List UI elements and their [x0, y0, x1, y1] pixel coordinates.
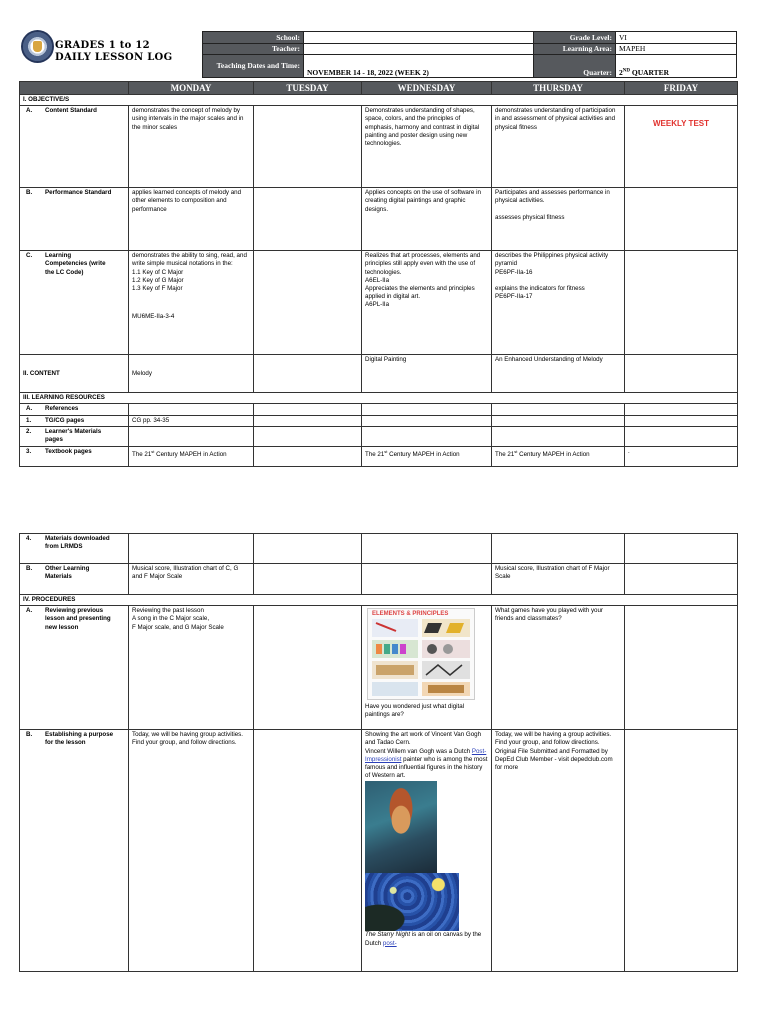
- post-impressionist-link-2[interactable]: post-: [382, 939, 397, 947]
- other-materials-thursday: Musical score, Illustration chart of F Major Scale: [492, 564, 625, 595]
- school-value: [304, 32, 534, 44]
- tg-cg-pages-friday: [625, 415, 738, 426]
- section-learning-resources: III. LEARNING RESOURCES: [20, 393, 738, 404]
- lesson-log-table-2: [19, 533, 738, 972]
- grade-level-label: Grade Level:: [534, 32, 616, 44]
- performance-standard-thursday: Participates and assesses performance in physical activities. assesses physical fitness: [492, 188, 625, 251]
- day-header-friday: FRIDAY: [625, 82, 738, 95]
- learners-materials-friday: [625, 426, 738, 446]
- post-impressionist-link[interactable]: Post-Impressionist: [365, 747, 487, 763]
- learners-materials-thursday: [492, 426, 625, 446]
- content-standard-thursday: demonstrates understanding of participation in and assessment of physical activities and physical fitness: [492, 106, 625, 188]
- references-thursday: [492, 404, 625, 415]
- deped-seal-icon: [21, 30, 54, 63]
- van-gogh-self-portrait-image: [365, 781, 437, 873]
- row-label-tg-cg-pages: 1. TG/CG pages: [20, 415, 129, 426]
- content-standard-tuesday: [254, 106, 362, 188]
- row-label-establishing-purpose: B. Establishing a purpose for the lesson: [20, 730, 129, 972]
- grade-level-value: VI: [616, 32, 737, 44]
- corner-cell: [20, 82, 129, 95]
- row-label-references: A. References: [20, 404, 129, 415]
- textbook-pages-tuesday: [254, 446, 362, 466]
- learners-materials-wednesday: [362, 426, 492, 446]
- day-header-monday: MONDAY: [129, 82, 254, 95]
- other-materials-wednesday: [362, 564, 492, 595]
- learning-competencies-wednesday: Realizes that art processes, elements and principles still apply even with the use of technologies. A6EL-IIa Appreciates the elements and principles applied in digital art. A6PL-IIa: [362, 251, 492, 355]
- purpose-tuesday: [254, 730, 362, 972]
- log-title-line1: GRADES 1 to 12: [55, 40, 150, 51]
- purpose-friday: [625, 730, 738, 972]
- learning-competencies-friday: [625, 251, 738, 355]
- row-label-other-materials: B. Other Learning Materials: [20, 564, 129, 595]
- reviewing-thursday: What games have you played with your friends and classmates?: [492, 606, 625, 730]
- row-label-learning-competencies: C. Learning Competencies (write the LC Code): [20, 251, 129, 355]
- header-info-left: [202, 31, 534, 78]
- purpose-thursday: Today, we will be having a group activities. Find your group, and follow directions. Original File Submitted and Formatted by DepEd Club Member - visit depedclub.com for more: [492, 730, 625, 972]
- textbook-pages-monday: The 21st Century MAPEH in Action: [129, 446, 254, 466]
- day-header-thursday: THURSDAY: [492, 82, 625, 95]
- section-procedures: IV. PROCEDURES: [20, 595, 738, 606]
- learning-area-value: MAPEH: [616, 43, 737, 55]
- lesson-log-table-1: [19, 81, 738, 467]
- learning-competencies-tuesday: [254, 251, 362, 355]
- quarter-value: 2ND QUARTER: [616, 55, 737, 78]
- performance-standard-wednesday: Applies concepts on the use of software in creating digital paintings and graphic designs.: [362, 188, 492, 251]
- learning-area-label: Learning Area:: [534, 43, 616, 55]
- reviewing-wednesday: ELEMENTS & PRINCIPLES Have you wondered just what digital paintings are?: [362, 606, 492, 730]
- content-standard-monday: demonstrates the concept of melody by using intervals in the major scales and in the minor scales: [129, 106, 254, 188]
- learners-materials-monday: [129, 426, 254, 446]
- performance-standard-friday: [625, 188, 738, 251]
- content-standard-wednesday: Demonstrates understanding of shapes, space, colors, and the principles of emphasis, harmony and contrast in digital painting and poster design using new technologies.: [362, 106, 492, 188]
- school-label: School:: [203, 32, 304, 44]
- row-label-learners-materials: 2. Learner's Materials pages: [20, 426, 129, 446]
- row-label-content-standard: A. Content Standard: [20, 106, 129, 188]
- content-monday: Melody: [129, 355, 254, 393]
- teaching-dates-label: Teaching Dates and Time:: [203, 55, 304, 78]
- row-label-reviewing-lesson: A. Reviewing previous lesson and presenting new lesson: [20, 606, 129, 730]
- references-wednesday: [362, 404, 492, 415]
- content-thursday: An Enhanced Understanding of Melody: [492, 355, 625, 393]
- purpose-monday: Today, we will be having group activities. Find your group, and follow directions.: [129, 730, 254, 972]
- references-friday: [625, 404, 738, 415]
- performance-standard-tuesday: [254, 188, 362, 251]
- other-materials-friday: [625, 564, 738, 595]
- reviewing-tuesday: [254, 606, 362, 730]
- lrmds-friday: [625, 534, 738, 564]
- lrmds-tuesday: [254, 534, 362, 564]
- row-label-textbook-pages: 3. Textbook pages: [20, 446, 129, 466]
- header-info-right: [533, 31, 737, 78]
- learning-competencies-thursday: describes the Philippines physical activity pyramid PE6PF-IIa-16 explains the indicators for fitness PE6PF-IIa-17: [492, 251, 625, 355]
- other-materials-monday: Musical score, Illustration chart of C, G and F Major Scale: [129, 564, 254, 595]
- tg-cg-pages-wednesday: [362, 415, 492, 426]
- teacher-label: Teacher:: [203, 43, 304, 55]
- lrmds-thursday: [492, 534, 625, 564]
- log-title-line2: DAILY LESSON LOG: [55, 52, 173, 63]
- tg-cg-pages-tuesday: [254, 415, 362, 426]
- lrmds-monday: [129, 534, 254, 564]
- reviewing-monday: Reviewing the past lesson A song in the C Major scale, F Major scale, and G Major Scale: [129, 606, 254, 730]
- day-header-tuesday: TUESDAY: [254, 82, 362, 95]
- tg-cg-pages-monday: CG pp. 34-35: [129, 415, 254, 426]
- row-label-lrmds-materials: 4. Materials downloaded from LRMDS: [20, 534, 129, 564]
- section-objectives: I. OBJECTIVE/S: [20, 95, 738, 106]
- weekly-test-label: WEEKLY TEST: [652, 119, 709, 129]
- textbook-pages-wednesday: The 21st Century MAPEH in Action: [362, 446, 492, 466]
- content-friday: [625, 355, 738, 393]
- purpose-wednesday: Showing the art work of Vincent Van Gogh and Tadao Cern. Vincent Willem van Gogh was a Dutch Post-Impressionist painter who is among the most famous and influential figures in the history of Western art. The Starry Night is an oil on canvas by the Dutch post-: [362, 730, 492, 972]
- textbook-pages-thursday: The 21st Century MAPEH in Action: [492, 446, 625, 466]
- reviewing-friday: [625, 606, 738, 730]
- elements-principles-image: ELEMENTS & PRINCIPLES: [367, 608, 475, 700]
- content-tuesday: [254, 355, 362, 393]
- teaching-dates-value: NOVEMBER 14 - 18, 2022 (WEEK 2): [304, 55, 534, 78]
- learning-competencies-monday: demonstrates the ability to sing, read, and write simple musical notations in the: 1.1 Key of C Major 1.2 Key of G Major 1.3 Key of F Major MU6ME-IIa-3-4: [129, 251, 254, 355]
- references-tuesday: [254, 404, 362, 415]
- performance-standard-monday: applies learned concepts of melody and other elements to composition and performance: [129, 188, 254, 251]
- textbook-pages-friday: .: [625, 446, 738, 466]
- quarter-label: Quarter:: [534, 55, 616, 78]
- row-label-content: II. CONTENT: [20, 355, 129, 393]
- row-label-performance-standard: B. Performance Standard: [20, 188, 129, 251]
- tg-cg-pages-thursday: [492, 415, 625, 426]
- other-materials-tuesday: [254, 564, 362, 595]
- learners-materials-tuesday: [254, 426, 362, 446]
- teacher-value: [304, 43, 534, 55]
- content-wednesday: Digital Painting: [362, 355, 492, 393]
- starry-night-image: [365, 873, 459, 931]
- content-standard-friday: [625, 106, 738, 188]
- references-monday: [129, 404, 254, 415]
- day-header-wednesday: WEDNESDAY: [362, 82, 492, 95]
- lrmds-wednesday: [362, 534, 492, 564]
